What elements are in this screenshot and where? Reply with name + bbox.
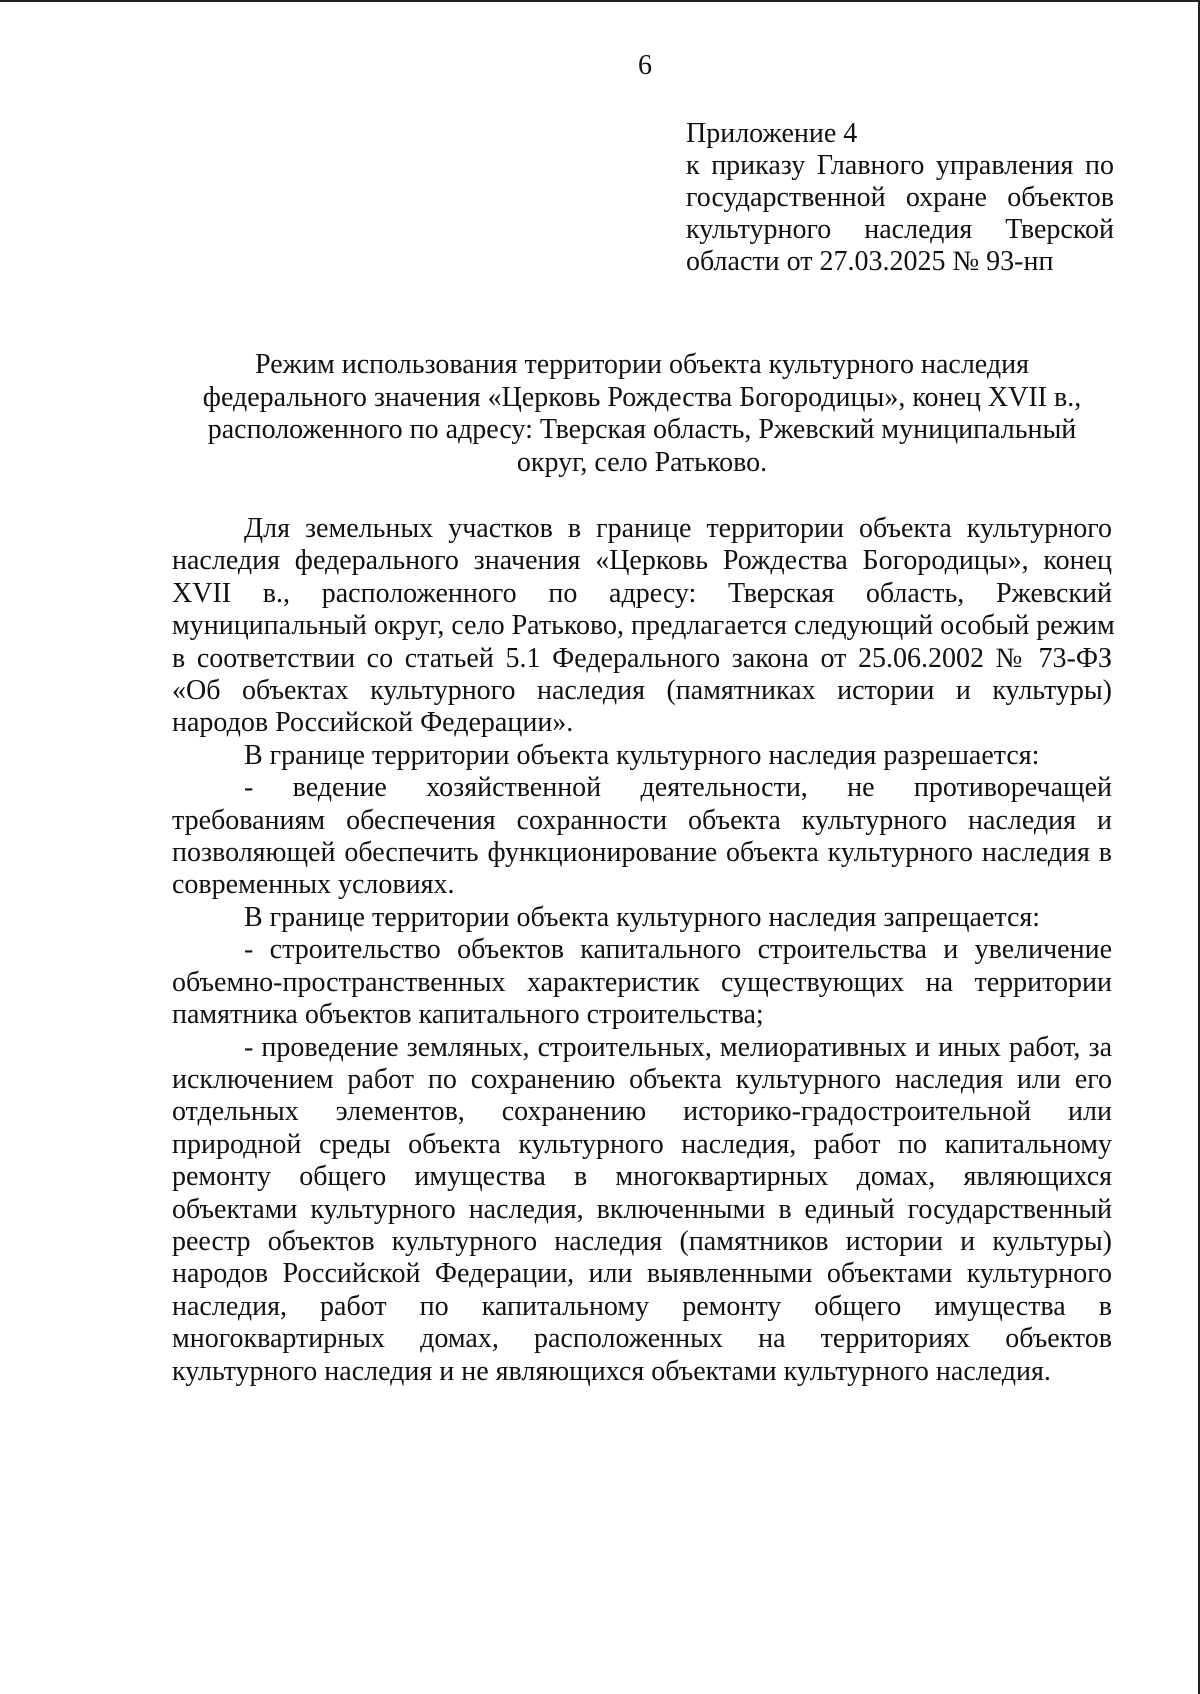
body-line: ремонту общего имущества в многоквартирных домах, являющихся [172, 1161, 1112, 1193]
appendix-line: к приказу Главного управления по [686, 150, 1114, 181]
title-line: расположенного по адресу: Тверская область, Ржевский муниципальный [207, 414, 1077, 445]
body-line: памятника объектов капитального строительства; [172, 999, 764, 1031]
body-line: XVII в., расположенного по адресу: Тверская область, Ржевский [172, 577, 1112, 609]
document-body [172, 513, 1115, 1388]
body-line: - строительство объектов капитального строительства и увеличение [244, 934, 1112, 966]
appendix-header [686, 118, 1114, 278]
appendix-line: Приложение 4 [686, 118, 858, 149]
body-line: природной среды объекта культурного наследия, работ по капитальному [172, 1128, 1112, 1160]
title-line: Режим использования территории объекта культурного наследия [255, 349, 1029, 380]
body-line: культурного наследия и не являющихся объектами культурного наследия. [172, 1355, 1051, 1387]
body-line: «Об объектах культурного наследия (памятниках истории и культуры) [172, 675, 1112, 707]
body-line: Для земельных участков в границе территории объекта культурного [244, 513, 1112, 544]
body-line: В границе территории объекта культурного наследия разрешается: [244, 739, 1040, 771]
body-line: многоквартирных домах, расположенных на территориях объектов [172, 1323, 1112, 1355]
title-line: округ, село Ратьково. [516, 446, 768, 478]
body-line: объектами культурного наследия, включенными в единый государственный [172, 1193, 1112, 1225]
appendix-line: культурного наследия Тверской [686, 214, 1114, 245]
body-line: В границе территории объекта культурного наследия запрещается: [244, 901, 1041, 933]
body-line: - проведение земляных, строительных, мелиоративных и иных работ, за [244, 1031, 1112, 1063]
scan-border-top [0, 0, 1200, 2]
body-line: объемно-пространственных характеристик существующих на территории [172, 966, 1112, 998]
body-line: народов Российской Федерации». [172, 707, 574, 739]
body-line: народов Российской Федерации, или выявленными объектами культурного [172, 1258, 1112, 1290]
body-line: современных условиях. [172, 869, 455, 901]
body-line: реестр объектов культурного наследия (памятников истории и культуры) [172, 1225, 1112, 1257]
body-line: в соответствии со статьей 5.1 Федерального закона от 25.06.2002 № 73-ФЗ [172, 642, 1112, 674]
document-title [172, 349, 1112, 479]
body-line: исключением работ по сохранению объекта культурного наследия или его [172, 1063, 1112, 1095]
body-line: наследия федерального значения «Церковь Рождества Богородицы», конец [172, 545, 1112, 577]
title-line: федерального значения «Церковь Рождества Богородицы», конец XVII в., [202, 381, 1082, 413]
appendix-line: государственной охране объектов [686, 182, 1114, 213]
body-line: требованиям обеспечения сохранности объекта культурного наследия и [172, 804, 1112, 836]
body-line: муниципальный округ, село Ратьково, предлагается следующий особый режим [172, 610, 1115, 642]
body-line: - ведение хозяйственной деятельности, не противоречащей [244, 772, 1112, 804]
appendix-line: области от 27.03.2025 № 93-нп [686, 246, 1054, 277]
body-line: отдельных элементов, сохранению историко-градостроительной или [172, 1096, 1112, 1128]
body-line: наследия, работ по капитальному ремонту общего имущества в [172, 1290, 1112, 1322]
page-number: 6 [638, 50, 652, 81]
body-line: позволяющей обеспечить функционирование объекта культурного наследия в [172, 837, 1112, 869]
